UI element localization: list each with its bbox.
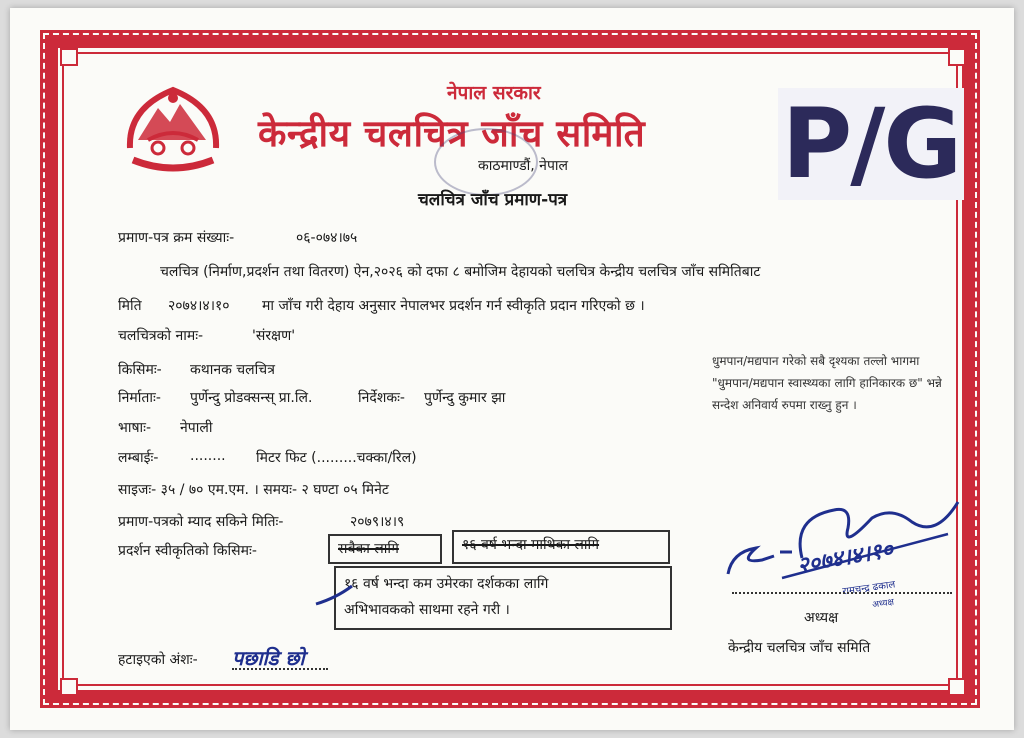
signature-handwriting bbox=[722, 488, 972, 588]
size-and-duration: साइजः- ३५ / ७० एम.एम. । समयः- २ घण्टा ०५ मिनेट bbox=[118, 482, 389, 498]
approval-guardian-line-1: १६ वर्ष भन्दा कम उमेरका दर्शकका लागि bbox=[344, 576, 549, 592]
producer-value: पुर्णेन्दु प्रोडक्सन्स् प्रा.लि. bbox=[190, 390, 313, 406]
border-corner-ornament bbox=[948, 678, 966, 696]
border-corner-ornament bbox=[948, 48, 966, 66]
border-corner-ornament bbox=[60, 678, 78, 696]
signature-date: २०७४।४।१० bbox=[795, 537, 896, 580]
director-value: पुर्णेन्दु कुमार झा bbox=[424, 390, 506, 406]
film-name-label: चलचित्रको नामः- bbox=[118, 328, 204, 344]
signer-role-stamp: अध्यक्ष bbox=[871, 597, 895, 611]
paragraph-line-1: चलचित्र (निर्माण,प्रदर्शन तथा वितरण) ऐन,२०२६ को दफा ८ बमोजिम देहायको चलचित्र केन्द्रीय चलचित्र जाँच समितिबाट bbox=[160, 264, 761, 280]
removed-portion-underline bbox=[232, 668, 328, 670]
signature-line bbox=[732, 592, 952, 594]
type-label: किसिमः- bbox=[118, 362, 162, 378]
length-units: मिटर फिट (.........चक्का/रिल) bbox=[256, 450, 417, 466]
removed-portion-label: हटाइएको अंशः- bbox=[118, 652, 198, 668]
serial-label: प्रमाण-पत्र क्रम संख्याः- bbox=[118, 230, 235, 246]
certificate-title: चलचित्र जाँच प्रमाण-पत्र bbox=[418, 190, 568, 210]
signer-name-stamp: रामचन्द्र ढकाल bbox=[841, 579, 896, 598]
producer-label: निर्माताः- bbox=[118, 390, 161, 406]
director-label: निर्देशकः- bbox=[358, 390, 405, 406]
checkmark-pen-stroke bbox=[312, 580, 372, 610]
government-heading: नेपाल सरकार bbox=[447, 82, 541, 104]
length-dots: ........ bbox=[190, 448, 226, 464]
type-value: कथानक चलचित्र bbox=[190, 362, 275, 378]
language-value: नेपाली bbox=[180, 420, 213, 436]
inspection-date: २०७४।४।१० bbox=[168, 298, 230, 314]
signer-title: अध्यक्ष bbox=[804, 610, 839, 626]
rating-badge: P/G bbox=[778, 88, 964, 200]
language-label: भाषाः- bbox=[118, 420, 152, 436]
approval-guardian-line-2: अभिभावकको साथमा रहने गरी । bbox=[344, 602, 510, 618]
paragraph-line-2-suffix: मा जाँच गरी देहाय अनुसार नेपालभर प्रदर्शन गर्न स्वीकृति प्रदान गरिएको छ । bbox=[262, 298, 645, 314]
signer-organization: केन्द्रीय चलचित्र जाँच समिति bbox=[728, 640, 871, 656]
smoking-warning-notice: धुमपान/मद्यपान गरेको सबै दृश्यका तल्लो भागमा "धुमपान/मद्यपान स्वास्थ्यका लागि हानिकारक छ" भन्ने सन्देश अनिवार्य रुपमा राख्नु हुन । bbox=[712, 354, 942, 412]
approval-option-guardian bbox=[334, 566, 672, 630]
validity-value: २०७९।४।९ bbox=[350, 514, 405, 530]
film-name-value: 'संरक्षण' bbox=[252, 328, 296, 344]
approval-option-all: सबैका लागि bbox=[328, 534, 442, 564]
committee-heading: केन्द्रीय चलचित्र जाँच समिति bbox=[258, 112, 646, 155]
validity-label: प्रमाण-पत्रको म्याद सकिने मितिः- bbox=[118, 514, 284, 530]
border-corner-ornament bbox=[60, 48, 78, 66]
serial-value: ०६-०७४।७५ bbox=[296, 230, 358, 246]
nepal-emblem-icon bbox=[118, 78, 228, 178]
approval-option-16-plus: १६ वर्ष भन्दा माथिका लागि bbox=[452, 530, 670, 564]
removed-portion-value: पछाडि छो bbox=[232, 646, 305, 670]
place-subheading: काठमाण्डौं, नेपाल bbox=[478, 158, 569, 174]
paragraph-line-2-prefix: मिति bbox=[118, 298, 142, 314]
length-label: लम्बाईः- bbox=[118, 450, 159, 466]
approval-label: प्रदर्शन स्वीकृतिको किसिमः- bbox=[118, 543, 257, 559]
